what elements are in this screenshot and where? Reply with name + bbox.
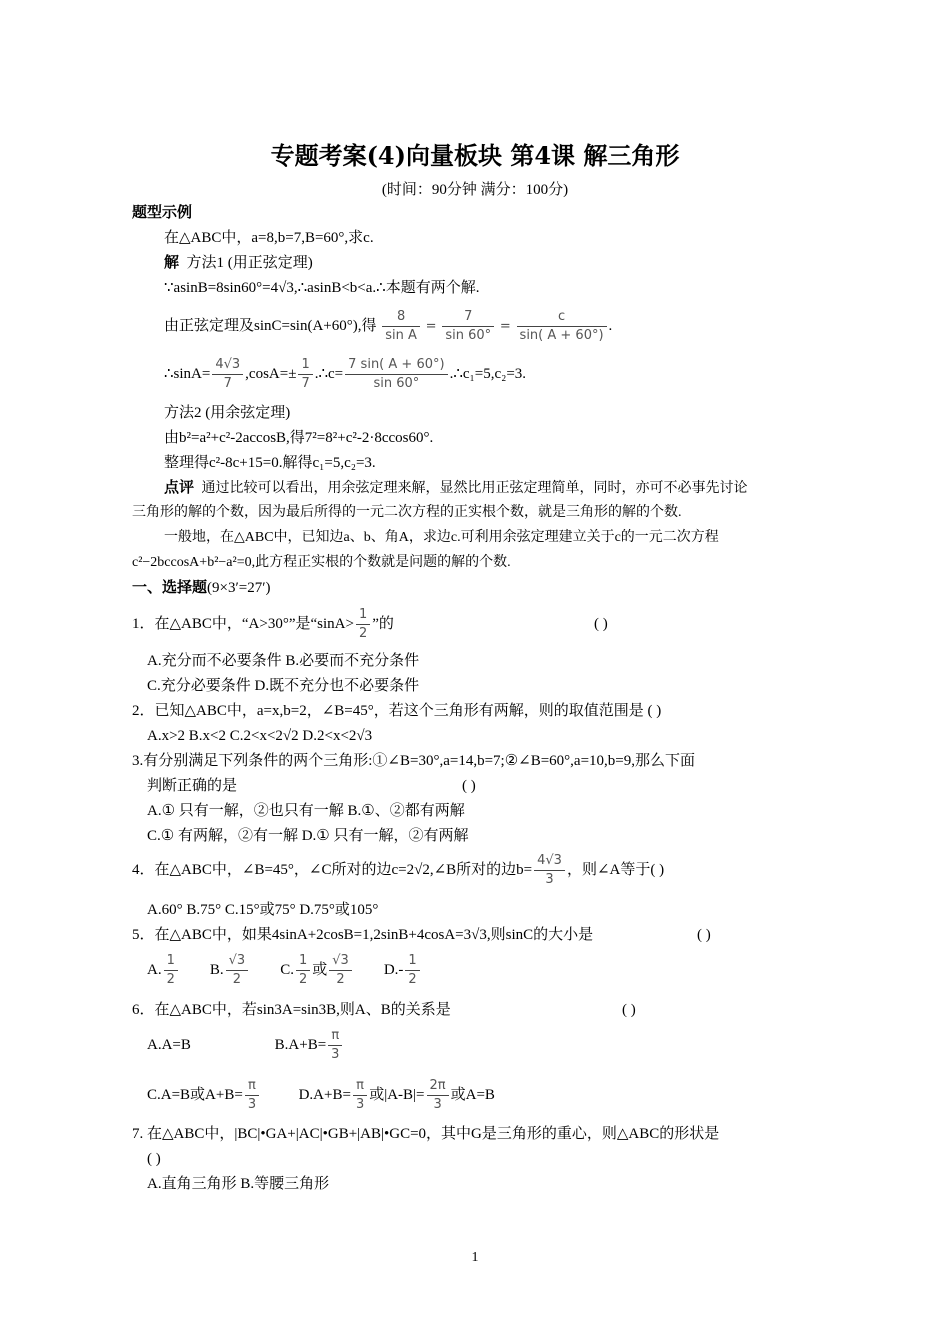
fraction-c-sinA60: $\frac{c}{\sin( A + 60^\circ)}$ <box>517 308 607 345</box>
question-5: 5．在△ABC中，如果4sinA+2cosB=1,2sinB+4cosA=3√3,则sinC的大小是 <box>132 927 594 943</box>
comment-line4: c²−2bccosA+b²−a²=0,此方程正实根的个数就是问题的解的个数. <box>132 555 511 570</box>
solution-label: 解 <box>164 255 180 271</box>
answer-paren-7: ( ) <box>147 1151 161 1167</box>
sine-law-text: 由正弦定理及sinC=sin(A+60°),得 <box>164 318 377 334</box>
page-title: 专题考案(4)向量板块 第4课 解三角形 <box>270 141 680 170</box>
comment-line2: 三角形的解的个数，因为最后所得的一元二次方程的正实根个数，就是三角形的解的个数. <box>132 505 682 520</box>
q6-options-row2: C.A=B或A+B= $\frac{\pi}{3}$ D.A+B= $\frac{\pi}{3}$ 或|A-B|= $\frac{2\pi}{3}$ 或A=B <box>147 1078 495 1113</box>
question-4: 4．在△ABC中，∠B=45°，∠C所对的边c=2√2,∠B所对的边b= $\frac{4√3}{3}$ ，则∠A等于( ) <box>132 853 665 888</box>
q4-options: A.60° B.75° C.15°或75° D.75°或105° <box>147 902 379 918</box>
method1-title: 方法1 (用正弦定理) <box>186 255 313 271</box>
question-3-line1: 3.有分别满足下列条件的两个三角形:①∠B=30°,a=14,b=7;②∠B=60°,a=10,b=9,那么下面 <box>132 753 696 769</box>
method1-line2: 由正弦定理及sinC=sin(A+60°),得 $\frac{8}{\text{sin A}}$ = $\frac{7}{\sin 60^\circ}$ = $\frac{c}{\sin( A + 60^\circ)}$ . <box>164 309 613 344</box>
page-subtitle: (时间：90分钟 满分：100分) <box>381 182 569 198</box>
method2-line1: 由b²=a²+c²-2accosB,得7²=8²+c²-2·8ccos60°. <box>164 430 434 446</box>
q3-options-row2: C.① 有两解，②有一解 D.① 只有一解，②有两解 <box>147 828 469 844</box>
example-problem: 在△ABC中，a=8,b=7,B=60°,求c. <box>164 230 374 246</box>
comment-line1: 点评 通过比较可以看出，用余弦定理来解，显然比用正弦定理简单，同时，亦可不必事先讨论 <box>164 480 748 496</box>
fraction-one-half: $\frac{1}{2}$ <box>356 606 370 643</box>
method2-line2: 整理得c²-8c+15=0.解得c₁=5,c₂=3. <box>164 455 376 471</box>
comment-line3: 一般地，在△ABC中，已知边a、b、角A，求边c.可利用余弦定理建立关于c的一元二次方程 <box>164 530 719 545</box>
q1-options-row1: A.充分而不必要条件 B.必要而不充分条件 <box>147 653 420 669</box>
question-2: 2．已知△ABC中，a=x,b=2，∠B=45°，若这个三角形有两解，则的取值范围是 ( ) <box>132 703 662 719</box>
q6-options-row1: A.A=B B.A+B= $\frac{\pi}{3}$ <box>147 1025 344 1065</box>
q2-options: A.x>2 B.x<2 C.2<x<2√2 D.2<x<2√3 <box>147 728 373 744</box>
section-heading: 一、选择题(9×3′=27′) <box>132 580 271 596</box>
method1-line1: ∵asinB=8sin60°=4√3,∴asinB<b<a.∴本题有两个解. <box>164 280 480 296</box>
question-1: 1．在△ABC中，“A>30°”是“sinA> $\frac{1}{2}$ ”的 <box>132 607 394 642</box>
fraction-cosA: $\frac{1}{7}$ <box>298 356 312 393</box>
question-7: 7. 在△ABC中，|BC|•GA+|AC|•GB+|AB|•GC=0，其中G是三角形的重心，则△ABC的形状是 <box>132 1126 720 1142</box>
answer-paren-3: ( ) <box>462 778 476 794</box>
question-6: 6．在△ABC中，若sin3A=sin3B,则A、B的关系是 <box>132 1002 451 1018</box>
fraction-8-sinA: $\frac{8}{\text{sin A}}$ <box>382 308 420 345</box>
q5-options: A. $\frac{1}{2}$ B. $\frac{√3}{2}$ C. $\frac{1}{2}$ 或 $\frac{√3}{2}$ D.- $\frac{1}{2}$ <box>147 950 422 990</box>
answer-paren-5: ( ) <box>697 927 711 943</box>
q1-options-row2: C.充分必要条件 D.既不充分也不必要条件 <box>147 678 420 694</box>
q3-options-row1: A.① 只有一解，②也只有一解 B.①、②都有两解 <box>147 803 465 819</box>
q7-options: A.直角三角形 B.等腰三角形 <box>147 1176 330 1192</box>
fraction-7-sin60: $\frac{7}{\sin 60^\circ}$ <box>442 308 494 345</box>
question-3-line2: 判断正确的是 <box>147 778 238 794</box>
answer-paren-1: ( ) <box>594 616 608 632</box>
example-heading: 题型示例 <box>132 205 193 221</box>
page-number: 1 <box>471 1250 479 1265</box>
method1-line3: ∴sinA= $\frac{4√3}{7}$ ,cosA=± $\frac{1}{7}$ .∴c= $\frac{7 \sin( A + 60^\circ)}{\sin 60^\circ}$ .∴c₁=5,c₂=3. <box>164 357 527 392</box>
fraction-4root3-over-3: $\frac{4√3}{3}$ <box>534 852 565 889</box>
method1-title-line <box>164 253 313 273</box>
fraction-sinA: $\frac{4√3}{7}$ <box>212 356 243 393</box>
comment-label: 点评 <box>164 480 195 496</box>
method2-title: 方法2 (用余弦定理) <box>164 405 291 421</box>
answer-paren-6: ( ) <box>622 1002 636 1018</box>
fraction-c-value: $\frac{7 \sin( A + 60^\circ)}{\sin 60^\circ}$ <box>345 356 447 393</box>
